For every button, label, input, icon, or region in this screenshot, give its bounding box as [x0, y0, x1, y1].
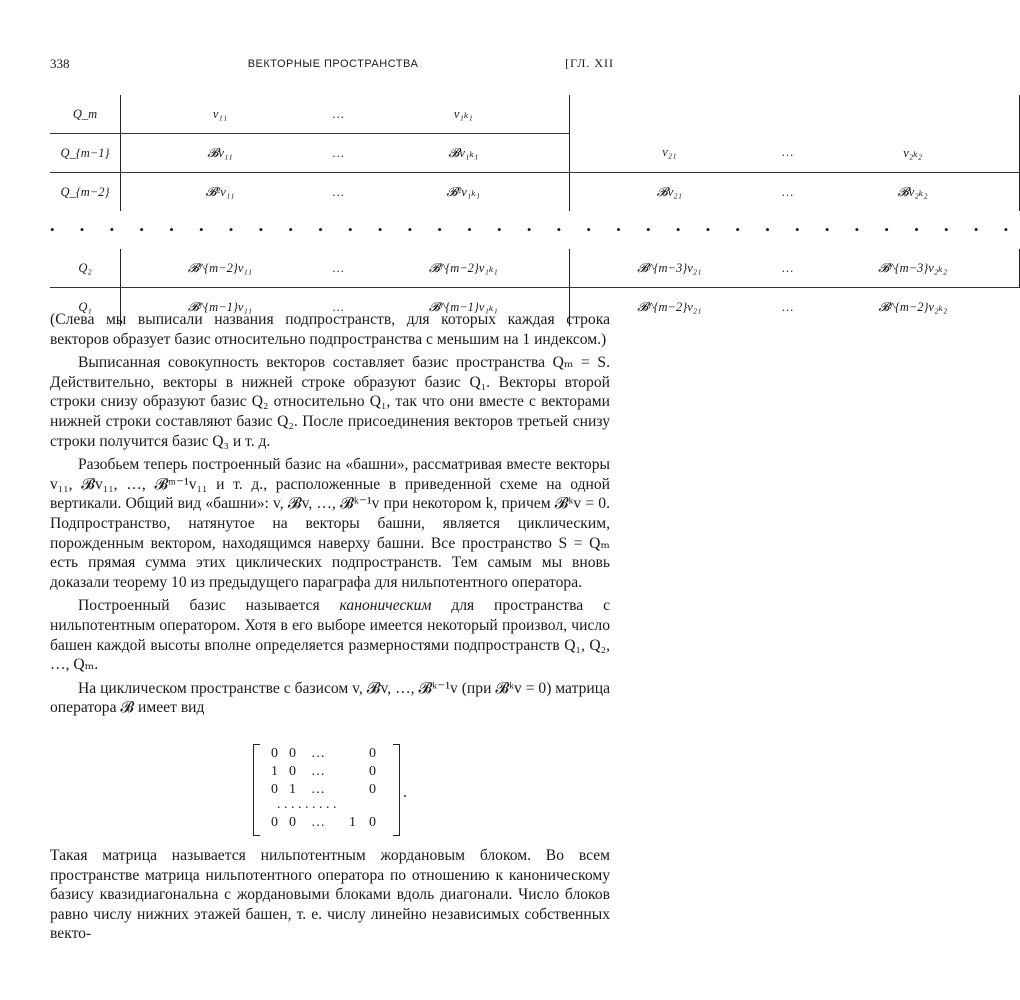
- cell: v₂ₖ₂: [807, 134, 1020, 173]
- cell: 𝓑v₂ₖ₂: [807, 173, 1020, 212]
- schema-row: [50, 173, 1019, 212]
- left-bracket: [253, 744, 260, 836]
- cell: 𝓑²v₁₁: [205, 184, 235, 199]
- paragraph-towers: Разобьем теперь построенный базис на «башни», рассматривая вместе векторы v₁₁, 𝓑v₁₁, …, 𝓑ᵐ⁻¹v₁₁ и т. д., расположенные в приведенной схеме на одной вертикали. Общий вид «башни»: v, 𝓑v, …, 𝓑ᵏ⁻¹v при некотором k, причем 𝓑ᵏv = 0. Подпространство, натянутое на векторы башни, является циклическим, порожденным вектором, находящимся наверху башни. Все пространство S = Qₘ есть прямая сумма этих циклических подпространств. Тем самым мы вновь доказали теорему 10 из предыдущего параграфа для нильпотентного оператора.: [50, 456, 610, 591]
- cell: …: [331, 299, 345, 314]
- matrix-cell: 0: [271, 782, 278, 797]
- cell: 𝓑^{m−1}v₁₁: [187, 299, 253, 314]
- matrix-cell: 0: [271, 746, 278, 761]
- row-label: Q₁: [50, 288, 121, 327]
- row-label: Q_m: [50, 95, 121, 134]
- basis-schema-table: [50, 95, 1020, 326]
- page-number: 338: [50, 56, 70, 71]
- row-label: Q_{m−2}: [50, 173, 121, 212]
- cell: 𝓑^{m−2}v₂ₖ₂: [878, 300, 948, 314]
- cell: …: [768, 134, 806, 173]
- jordan-block-matrix: [253, 744, 407, 836]
- matrix-cell: …: [311, 746, 325, 761]
- matrix-row: [271, 764, 391, 782]
- cell: [768, 95, 806, 134]
- ellipsis-dots: • • • • • • • • • • • • • • • • • • • • • • • • • • • • • • • • •: [50, 222, 1020, 237]
- right-bracket: [393, 744, 400, 836]
- matrix-cell: 1: [349, 815, 356, 830]
- matrix-cell: …: [311, 815, 325, 830]
- paragraph-note: (Слева мы выписали названия подпространств, для которых каждая строка векторов образует базис относительно подпространства с меньшим на 1 индексом.): [50, 311, 610, 348]
- matrix-row: [271, 815, 391, 833]
- cell: 𝓑^{m−3}v₂ₖ₂: [807, 249, 1020, 288]
- cell: [570, 95, 769, 134]
- matrix-row: [271, 797, 391, 815]
- chapter-label: [ГЛ. XII: [565, 56, 614, 70]
- canonical-term: каноническим: [339, 597, 432, 615]
- paragraph-basis: Выписанная совокупность векторов составляет базис пространства Qₘ = S. Действительно, векторы в нижней строке образуют базис Q₁. Векторы второй строки снизу образуют базис Q₂ относительно Q₁, так что они вместе с векторами нижней строки составляют базис Q₂. После присоединения векторов третьей снизу строки получится базис Q₃ и т. д.: [50, 354, 610, 450]
- cell: 𝓑v₁₁: [121, 134, 320, 173]
- paragraph-matrix-intro: На циклическом пространстве с базисом v, 𝓑v, …, 𝓑ᵏ⁻¹v (при 𝓑ᵏv = 0) матрица оператора 𝓑 имеет вид: [50, 679, 610, 717]
- cell: v₁₁: [121, 95, 320, 134]
- matrix-cell: 0: [289, 746, 296, 761]
- matrix-cell: 0: [369, 782, 376, 797]
- matrix-cell: 0: [289, 815, 296, 830]
- canonical-text-end: для пространства с нильпотентным оператором. Хотя в его выборе имеется некоторый произвол, число башен каждой высоты вполне определяется размерностями подпространств Q₁, Q₂, …, Qₘ.: [50, 597, 610, 674]
- row-label: Q₂: [50, 249, 121, 288]
- matrix-row: [271, 746, 391, 764]
- cell: 𝓑^{m−3}v₂₁: [570, 249, 769, 288]
- matrix-dots: . . . . . . . . .: [277, 797, 337, 812]
- matrix-cell: …: [311, 782, 325, 797]
- running-title: ВЕКТОРНЫЕ ПРОСТРАНСТВА: [247, 58, 419, 70]
- cell: 𝓑^{m−2}v₁ₖ₁: [357, 249, 570, 288]
- matrix-cell: 0: [289, 764, 296, 779]
- paragraph-canonical: [50, 596, 610, 674]
- schema-row: [50, 249, 1019, 288]
- paragraph-jordan: Такая матрица называется нильпотентным жордановым блоком. Во всем пространстве матрица нильпотентного оператора по отношению к каноническому базису квазидиагональна с жордановыми блоками вдоль диагонали. Число блоков равно числу нижних этажей башен, т. е. числу линейно независимых собственных векто-: [50, 847, 610, 943]
- cell: 𝓑²v₁ₖ₁: [357, 173, 570, 212]
- cell: …: [319, 95, 357, 134]
- cell: 𝓑v₂₁: [656, 184, 682, 199]
- cell: …: [319, 134, 357, 173]
- matrix-cell: 0: [271, 815, 278, 830]
- matrix-period: .: [403, 784, 407, 801]
- text-block-lower: [50, 846, 610, 944]
- cell: …: [768, 249, 806, 288]
- cell: 𝓑v₁ₖ₁: [357, 134, 570, 173]
- cell: …: [781, 299, 794, 314]
- matrix-cell: 1: [289, 782, 296, 797]
- matrix-cell: …: [311, 764, 325, 779]
- schema-row: [50, 95, 1019, 134]
- text-block-upper: [50, 310, 610, 718]
- matrix-cell: 1: [271, 764, 278, 779]
- cell: 𝓑^{m−2}v₁₁: [121, 249, 320, 288]
- cell: v₂₁: [570, 134, 769, 173]
- row-label: Q_{m−1}: [50, 134, 121, 173]
- cell: …: [319, 249, 357, 288]
- cell: 𝓑^{m−1}v₁ₖ₁: [357, 288, 570, 327]
- cell: [807, 95, 1020, 134]
- matrix-cell: 0: [369, 764, 376, 779]
- matrix-cell: 0: [369, 815, 376, 830]
- canonical-text-start: Построенный базис называется: [78, 597, 340, 615]
- cell: …: [331, 184, 345, 199]
- matrix-cell: 0: [369, 746, 376, 761]
- cell: …: [781, 184, 794, 199]
- cell: 𝓑^{m−2}v₂₁: [637, 299, 702, 314]
- cell: v₁ₖ₁: [357, 95, 570, 134]
- schema-row: [50, 134, 1019, 173]
- schema-ellipsis-row: [50, 211, 1019, 249]
